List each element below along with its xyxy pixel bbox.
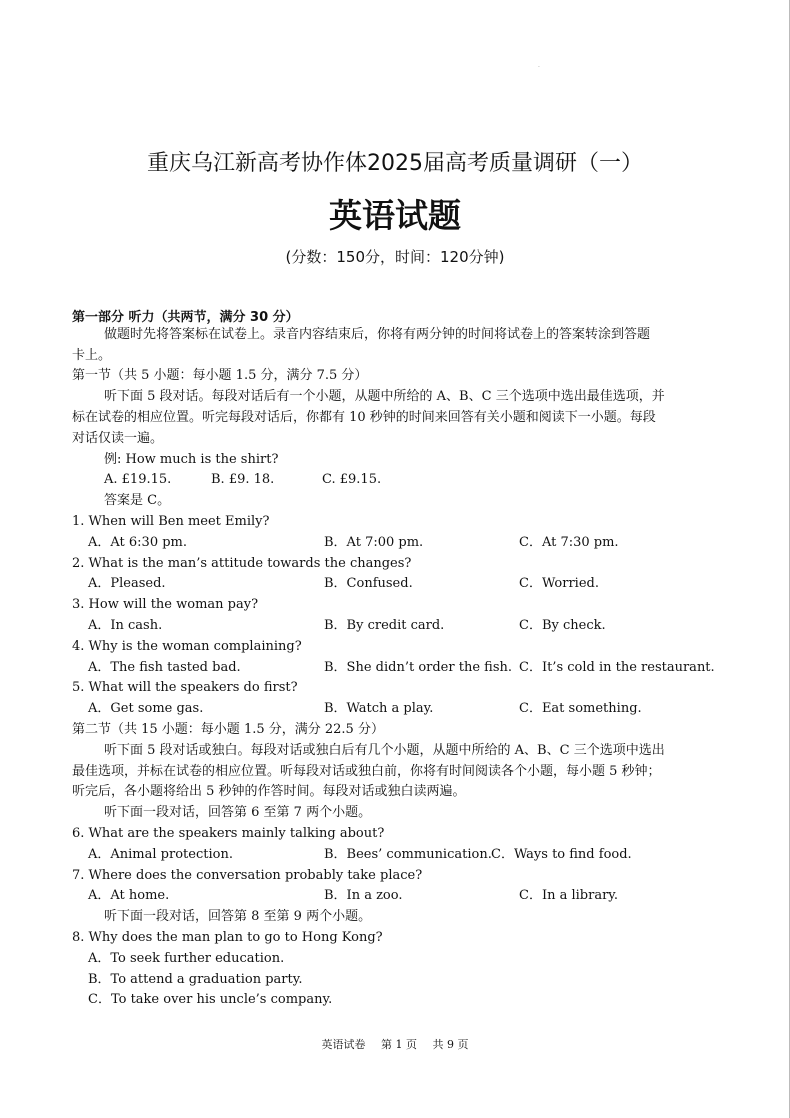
question: 6. What are the speakers mainly talking about? bbox=[72, 826, 385, 841]
option-b: B．Confused. bbox=[324, 576, 413, 591]
option-c: C．Worried. bbox=[519, 576, 599, 591]
option-c: C．To take over his uncle’s company. bbox=[88, 992, 333, 1007]
instruction-line: 卡上。 bbox=[72, 348, 112, 363]
footer-subject: 英语试卷 bbox=[321, 1038, 366, 1051]
option-a: A．Animal protection. bbox=[88, 847, 233, 862]
option-b: B．By credit card. bbox=[324, 618, 445, 633]
section-one-heading: 第一节（共 5 小题：每小题 1.5 分，满分 7.5 分） bbox=[72, 368, 368, 383]
option-a: A．At home. bbox=[88, 888, 170, 903]
question: 2. What is the man’s attitude towards the changes? bbox=[72, 556, 412, 571]
page-footer bbox=[0, 1036, 790, 1052]
example-answer: 答案是 C。 bbox=[104, 493, 171, 508]
example-option-b: B. £9. 18. bbox=[211, 472, 275, 487]
dialogue-intro: 听下面一段对话，回答第 6 至第 7 两个小题。 bbox=[104, 805, 372, 820]
option-a: A．At 6:30 pm. bbox=[88, 535, 188, 550]
option-a: A．In cash. bbox=[88, 618, 163, 633]
scan-dot: · bbox=[538, 64, 540, 71]
instruction-line: 对话仅读一遍。 bbox=[72, 431, 164, 446]
option-a: A．Get some gas. bbox=[88, 701, 204, 716]
option-b: B．Watch a play. bbox=[324, 701, 434, 716]
option-a: A．To seek further education. bbox=[88, 951, 285, 966]
instruction-line: 标在试卷的相应位置。听完每段对话后，你都有 10 秒钟的时间来回答有关小题和阅读下一小题。每段 bbox=[72, 410, 656, 425]
instruction-line: 听完后，各小题将给出 5 秒钟的作答时间。每段对话或独白读两遍。 bbox=[72, 784, 466, 799]
instruction-line: 听下面 5 段对话。每段对话后有一个小题，从题中所给的 A、B、C 三个选项中选出最佳选项，并 bbox=[104, 389, 665, 404]
question: 3. How will the woman pay? bbox=[72, 597, 259, 612]
exam-title: 重庆乌江新高考协作体2025届高考质量调研（一） bbox=[147, 151, 643, 176]
footer-page: 第 1 页 bbox=[381, 1038, 417, 1051]
option-b: B．Bees’ communication. bbox=[324, 847, 492, 862]
example-option-c: C. £9.15. bbox=[322, 472, 382, 487]
question: 7. Where does the conversation probably take place? bbox=[72, 868, 423, 883]
footer-total: 共 9 页 bbox=[432, 1038, 469, 1051]
exam-info: (分数：150分，时间：120分钟) bbox=[285, 248, 505, 266]
option-a: A．The fish tasted bad. bbox=[88, 660, 241, 675]
option-c: C．In a library. bbox=[519, 888, 619, 903]
option-c: C．Eat something. bbox=[519, 701, 642, 716]
option-b: B．She didn’t order the fish. bbox=[324, 660, 512, 675]
example-question: 例: How much is the shirt? bbox=[104, 452, 279, 467]
question: 8. Why does the man plan to go to Hong Kong? bbox=[72, 930, 383, 945]
instruction-line: 听下面 5 段对话或独白。每段对话或独白后有几个小题，从题中所给的 A、B、C 三个选项中选出 bbox=[104, 743, 665, 758]
option-c: C．Ways to find food. bbox=[491, 847, 632, 862]
option-b: B．In a zoo. bbox=[324, 888, 403, 903]
subject-title: 英语试题 bbox=[329, 196, 461, 235]
question: 1. When will Ben meet Emily? bbox=[72, 514, 270, 529]
option-b: B．To attend a graduation party. bbox=[88, 972, 303, 987]
question: 4. Why is the woman complaining? bbox=[72, 639, 302, 654]
section-two-heading: 第二节（共 15 小题：每小题 1.5 分，满分 22.5 分） bbox=[72, 722, 384, 737]
instruction-line: 最佳选项，并标在试卷的相应位置。听每段对话或独白前，你将有时间阅读各个小题，每小题 5 秒钟； bbox=[72, 764, 661, 779]
instruction-line: 做题时先将答案标在试卷上。录音内容结束后，你将有两分钟的时间将试卷上的答案转涂到答题 bbox=[104, 327, 651, 342]
option-b: B．At 7:00 pm. bbox=[324, 535, 424, 550]
option-c: C．At 7:30 pm. bbox=[519, 535, 619, 550]
example-option-a: A. £19.15. bbox=[104, 472, 172, 487]
option-c: C．It’s cold in the restaurant. bbox=[519, 660, 715, 675]
option-a: A．Pleased. bbox=[88, 576, 166, 591]
question: 5. What will the speakers do first? bbox=[72, 680, 298, 695]
part-one-heading: 第一部分 听力（共两节，满分 30 分） bbox=[72, 310, 299, 325]
dialogue-intro: 听下面一段对话，回答第 8 至第 9 两个小题。 bbox=[104, 909, 372, 924]
option-c: C．By check. bbox=[519, 618, 606, 633]
